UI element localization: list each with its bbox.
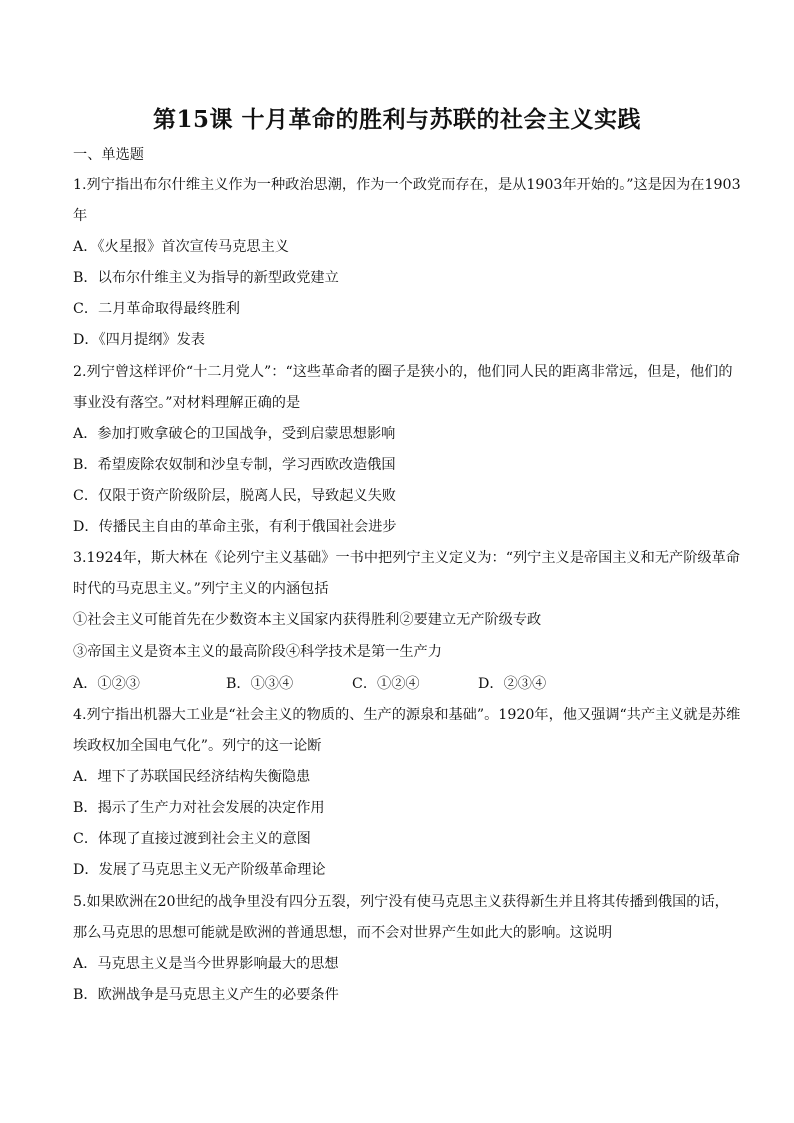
question-3-option-b: B．①③④ xyxy=(226,676,294,692)
question-3-option-a: A．①②③ xyxy=(73,676,140,692)
question-5-option-b: B．欧洲战争是马克思主义产生的必要条件 xyxy=(73,987,339,1003)
question-4-option-a: A．埋下了苏联国民经济结构失衡隐患 xyxy=(73,769,311,785)
question-2-option-d: D．传播民主自由的革命主张，有利于俄国社会进步 xyxy=(73,519,397,535)
question-1-option-b: B．以布尔什维主义为指导的新型政党建立 xyxy=(73,270,339,286)
question-1-option-d: D．《四月提纲》发表 xyxy=(73,332,205,348)
question-4-option-b: B．揭示了生产力对社会发展的决定作用 xyxy=(73,800,325,816)
question-4-option-c: C．体现了直接过渡到社会主义的意图 xyxy=(73,831,311,847)
question-1-option-a: A．《火星报》首次宣传马克思主义 xyxy=(73,239,289,255)
question-1-stem-line-2: 年 xyxy=(73,208,88,224)
question-2-option-c: C．仅限于资产阶级阶层，脱离人民，导致起义失败 xyxy=(73,488,396,504)
question-5-option-a: A．马克思主义是当今世界影响最大的思想 xyxy=(73,956,339,972)
section-heading: 一、单选题 xyxy=(73,147,144,163)
question-3-item-line-1: ①社会主义可能首先在少数资本主义国家内获得胜利②要建立无产阶级专政 xyxy=(73,612,542,628)
question-3-option-d: D．②③④ xyxy=(478,676,547,692)
page-title: 第15课 十月革命的胜利与苏联的社会主义实践 xyxy=(152,106,641,133)
question-2-stem-line-2: 事业没有落空。”对材料理解正确的是 xyxy=(73,395,301,411)
question-5-stem-line-2: 那么马克思的思想可能就是欧洲的普通思想，而不会对世界产生如此大的影响。这说明 xyxy=(73,925,613,941)
question-1-option-c: C．二月革命取得最终胜利 xyxy=(73,301,240,317)
question-3-stem-line-2: 时代的马克思主义。”列宁主义的内涵包括 xyxy=(73,581,329,597)
question-4-stem-line-1: 4.列宁指出机器大工业是“社会主义的物质的、生产的源泉和基础”。1920年，他又强调“共产主义就是苏维 xyxy=(73,707,741,723)
question-3-stem-line-1: 3.1924年，斯大林在《论列宁主义基础》一书中把列宁主义定义为：“列宁主义是帝国主义和无产阶级革命 xyxy=(73,550,740,566)
question-3-item-line-2: ③帝国主义是资本主义的最高阶段④科学技术是第一生产力 xyxy=(73,644,442,660)
question-2-option-b: B．希望废除农奴制和沙皇专制，学习西欧改造俄国 xyxy=(73,457,396,473)
question-2-option-a: A．参加打败拿破仑的卫国战争，受到启蒙思想影响 xyxy=(73,426,396,442)
question-5-stem-line-1: 5.如果欧洲在20世纪的战争里没有四分五裂，列宁没有使马克思主义获得新生并且将其传播到俄国的话， xyxy=(73,894,729,910)
question-3-option-c: C．①②④ xyxy=(352,676,420,692)
question-4-stem-line-2: 埃政权加全国电气化”。列宁的这一论断 xyxy=(73,738,322,754)
question-1-stem-line-1: 1.列宁指出布尔什维主义作为一种政治思潮，作为一个政党而存在，是从1903年开始的。”这是因为在1903 xyxy=(73,177,741,193)
question-4-option-d: D．发展了马克思主义无产阶级革命理论 xyxy=(73,862,326,878)
question-2-stem-line-1: 2.列宁曾这样评价“十二月党人”：“这些革命者的圈子是狭小的，他们同人民的距离非常远，但是，他们的 xyxy=(73,364,733,380)
